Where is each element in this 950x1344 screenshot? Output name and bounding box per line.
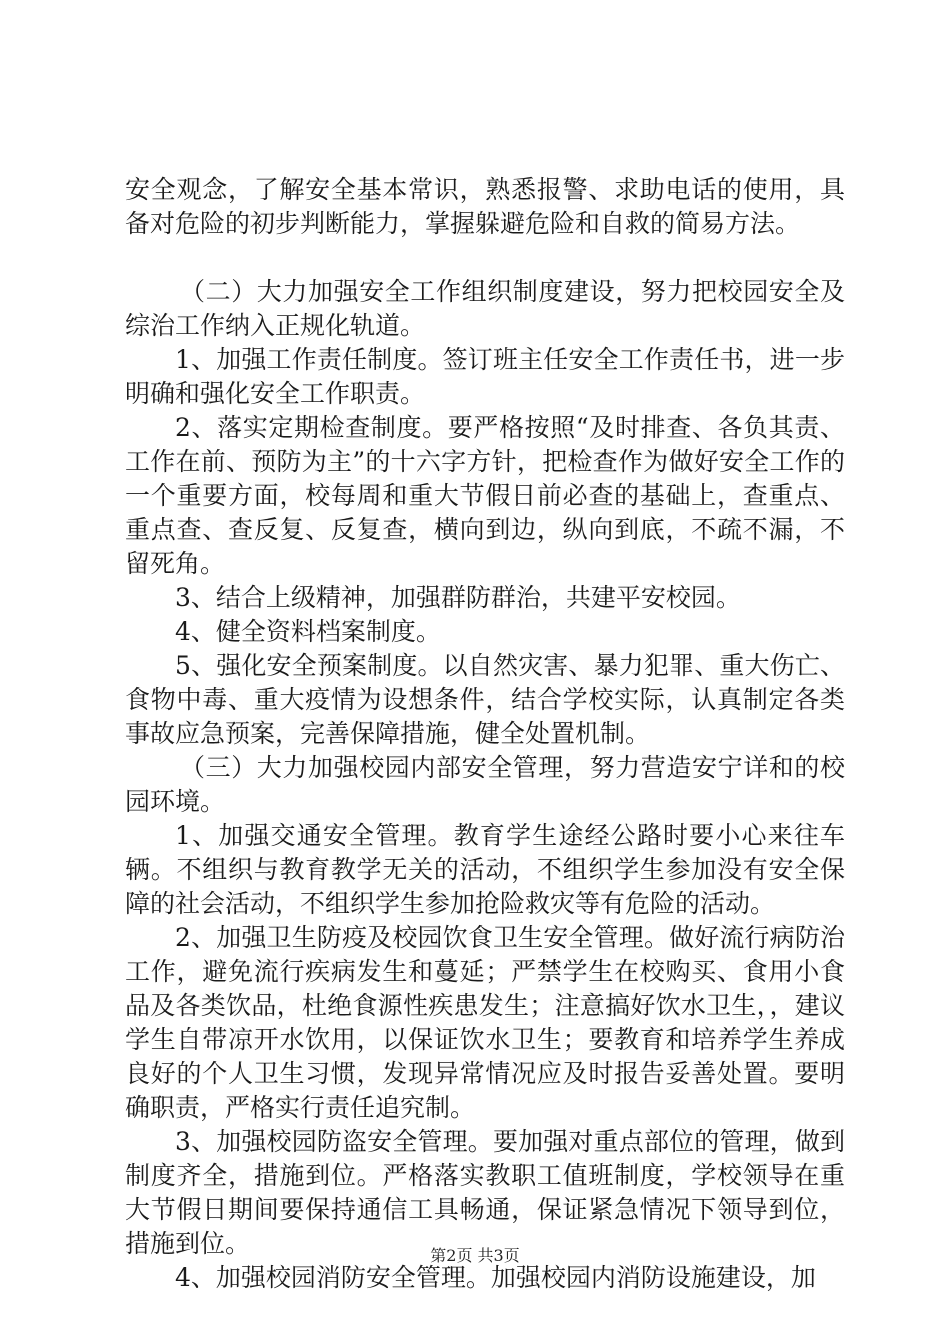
- list-item: 1、加强工作责任制度。签订班主任安全工作责任书，进一步明确和强化安全工作职责。: [125, 345, 845, 408]
- list-item: 1、加强交通安全管理。教育学生途经公路时要小心来往车辆。不组织与教育教学无关的活动，不组织学生参加没有安全保障的社会活动，不组织学生参加抢险救灾等有危险的活动。: [125, 821, 845, 918]
- list-item: 2、加强卫生防疫及校园饮食卫生安全管理。做好流行病防治工作，避免流行疾病发生和蔓延；严禁学生在校购买、食用小食品及各类饮品，杜绝食源性疾患发生；注意搞好饮水卫生，，建议学生自带凉开水饮用，以保证饮水卫生；要教育和培养学生养成良好的个人卫生习惯，发现异常情况应及时报告妥善处置。要明确职责，严格实行责任追究制。: [125, 923, 845, 1122]
- list-item: 2、落实定期检查制度。要严格按照“及时排查、各负其责、工作在前、预防为主”的十六字方针，把检查作为做好安全工作的一个重要方面，校每周和重大节假日前必查的基础上，查重点、重点查、查反复、反复查，横向到边，纵向到底，不疏不漏，不留死角。: [125, 413, 845, 578]
- list-item: 5、强化安全预案制度。以自然灾害、暴力犯罪、重大伤亡、食物中毒、重大疫情为设想条件，结合学校实际，认真制定各类事故应急预案，完善保障措施，健全处置机制。: [125, 651, 845, 748]
- list-item: 3、加强校园防盗安全管理。要加强对重点部位的管理，做到制度齐全，措施到位。严格落实教职工值班制度，学校领导在重大节假日期间要保持通信工具畅通，保证紧急情况下领导到位，措施到位。: [125, 1127, 845, 1258]
- section-heading-3: （三）大力加强校园内部安全管理，努力营造安宁详和的校园环境。: [125, 753, 845, 816]
- list-item: 4、健全资料档案制度。: [175, 617, 441, 646]
- list-item: 4、加强校园消防安全管理。加强校园内消防设施建设，加: [175, 1263, 816, 1292]
- paragraph-continuation: 安全观念，了解安全基本常识，熟悉报警、求助电话的使用，具备对危险的初步判断能力，掌握躲避危险和自救的简易方法。: [125, 175, 845, 238]
- list-item: 3、结合上级精神，加强群防群治，共建平安校园。: [175, 583, 741, 612]
- section-heading-2: （二）大力加强安全工作组织制度建设，努力把校园安全及综治工作纳入正规化轨道。: [125, 277, 845, 340]
- document-body: [125, 173, 845, 1295]
- page-footer: 第2页 共3页: [430, 1246, 520, 1265]
- paragraph-gap: [125, 241, 845, 275]
